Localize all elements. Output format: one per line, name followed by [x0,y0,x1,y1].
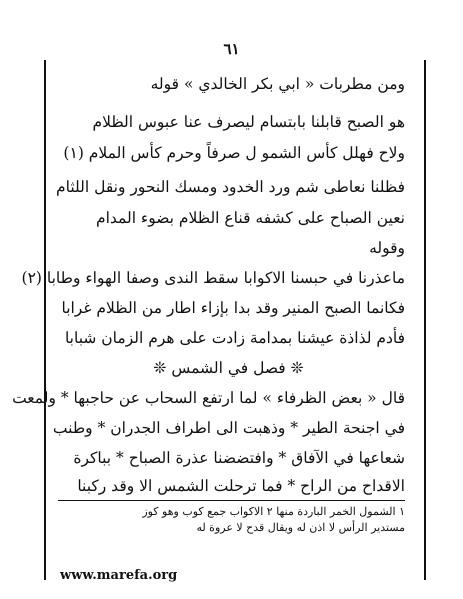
intro-line: وقوله [369,239,405,257]
section-heading: ❊ فصل في الشمس ❊ [153,359,304,377]
verse-line: ولاح فهلل كأس الشمو ل صرفاً وحرم كأس الملام (١) [63,144,405,162]
text-frame [12,60,426,580]
verse-line: فأدم لذاذة عيشنا بمدامة زادت على هرم الزمان شبابا [64,329,405,347]
website-link[interactable]: www.marefa.org [60,568,178,583]
footnote: ١ الشمول الخمر الباردة منها ٢ الاكواب جمع كوب وهو كوز [142,505,405,518]
verse-line: نعين الصباح على كشفه قناع الظلام بضوء المدام [95,209,405,227]
footnotes-divider [58,500,405,501]
verse-line: ماعذرنا في حبسنا الاكوابا سقط الندى وصفا الهواء وطابا (٢) [21,269,405,287]
intro-line: ومن مطربات « ابي بكر الخالدي » قوله [150,75,405,93]
page-number: ٦١ [223,40,240,58]
prose-line: قال « بعض الظرفاء » لما ارتفع السحاب عن حاجبها * ولمعت [12,389,405,407]
prose-line: شعاعها في الآفاق * وافتضضنا عذرة الصباح * بباكرة [73,449,405,467]
verse-line: هو الصبح قابلنا بابتسام ليصرف عنا عبوس الظلام [92,113,405,131]
verse-line: فكانما الصبح المنير وقد بدا بإزاء اطار من الظلام غرابا [61,299,405,317]
footnote: مستدير الرأس لا اذن له ويقال قدح لا عروة له [196,521,405,534]
prose-line: الاقداح من الراح * فما ترحلت الشمس الا وقد ركبنا [77,477,405,495]
verse-line: فظلنا نعاطى شم ورد الخدود ومسك النحور ونقل اللثام [56,178,405,196]
prose-line: في اجنحة الطير * وذهبت الى اطراف الجدران * وطنب [52,419,405,437]
